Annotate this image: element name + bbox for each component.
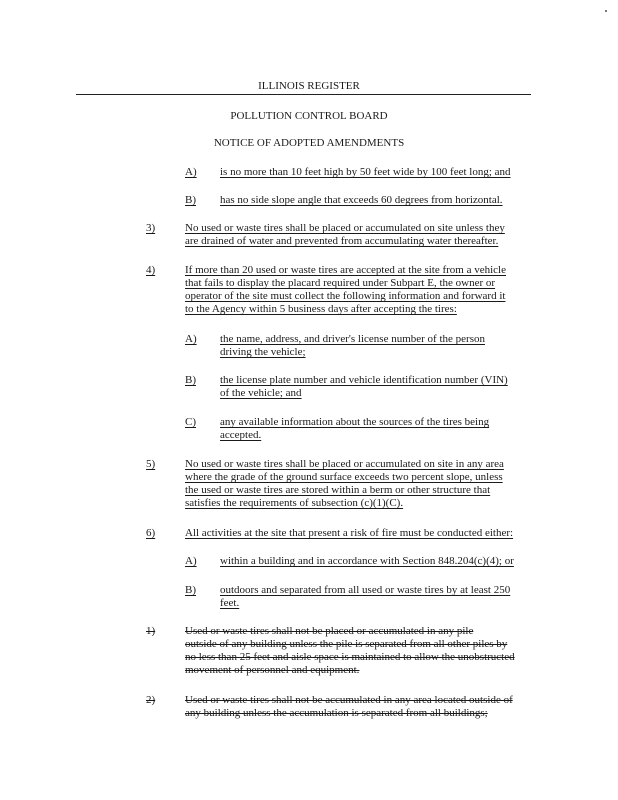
item-label: C) — [185, 416, 196, 428]
deleted-item-line: Used or waste tires shall not be accumulated in any area located outside of — [185, 694, 513, 706]
item-line: are drained of water and prevented from accumulating water thereafter. — [185, 235, 499, 247]
item-line: the license plate number and vehicle identification number (VIN) — [220, 374, 508, 386]
deleted-item-line: no less than 25 feet and aisle space is maintained to allow the unobstructed — [185, 651, 515, 663]
item-label: B) — [185, 584, 196, 596]
item-line: that fails to display the placard required under Subpart E, the owner or — [185, 277, 496, 289]
item-line: operator of the site must collect the following information and forward it — [185, 290, 506, 302]
board-title: POLLUTION CONTROL BOARD — [230, 110, 388, 122]
notice-title: NOTICE OF ADOPTED AMENDMENTS — [213, 137, 405, 149]
scan-speck — [605, 10, 607, 12]
item-line: All activities at the site that present a risk of fire must be conducted either: — [185, 527, 514, 539]
item-label: B) — [185, 194, 196, 206]
deleted-item-line: any building unless the accumulation is separated from all buildings; — [185, 707, 488, 719]
header-rule — [76, 94, 531, 95]
item-label: A) — [185, 333, 197, 345]
item-label: 3) — [146, 222, 156, 234]
deleted-item-label: 2) — [146, 694, 156, 706]
item-line: within a building and in accordance with Section 848.204(c)(4); or — [220, 555, 514, 567]
deleted-item-label: 1) — [146, 625, 156, 637]
item-line: of the vehicle; and — [220, 387, 302, 399]
item-label: B) — [185, 374, 196, 386]
item-line: outdoors and separated from all used or waste tires by at least 250 — [220, 584, 511, 596]
item-label: A) — [185, 555, 197, 567]
item-label: A) — [185, 166, 197, 178]
item-line: the used or waste tires are stored within a berm or other structure that — [185, 484, 491, 496]
item-label: 4) — [146, 264, 156, 276]
deleted-item-line: outside of any building unless the pile is separated from all other piles by — [185, 638, 508, 650]
item-line: is no more than 10 feet high by 50 feet wide by 100 feet long; and — [220, 166, 511, 178]
item-line: feet. — [220, 597, 240, 609]
item-line: driving the vehicle; — [220, 346, 306, 358]
deleted-item-line: movement of personnel and equipment. — [185, 664, 360, 676]
item-line: to the Agency within 5 business days after accepting the tires: — [185, 303, 457, 315]
item-line: where the grade of the ground surface exceeds two percent slope, unless — [185, 471, 503, 483]
item-line: any available information about the sources of the tires being — [220, 416, 490, 428]
item-line: satisfies the requirements of subsection (c)(1)(C). — [185, 497, 404, 509]
item-label: 6) — [146, 527, 156, 539]
item-line: has no side slope angle that exceeds 60 degrees from horizontal. — [220, 194, 503, 206]
item-line: No used or waste tires shall be placed or accumulated on site in any area — [185, 458, 504, 470]
item-label: 5) — [146, 458, 156, 470]
register-title: ILLINOIS REGISTER — [258, 80, 360, 92]
item-line: No used or waste tires shall be placed or accumulated on site unless they — [185, 222, 505, 234]
item-line: accepted. — [220, 429, 262, 441]
item-line: the name, address, and driver's license number of the person — [220, 333, 485, 345]
deleted-item-line: Used or waste tires shall not be placed or accumulated in any pile — [185, 625, 474, 637]
item-line: If more than 20 used or waste tires are accepted at the site from a vehicle — [185, 264, 506, 276]
